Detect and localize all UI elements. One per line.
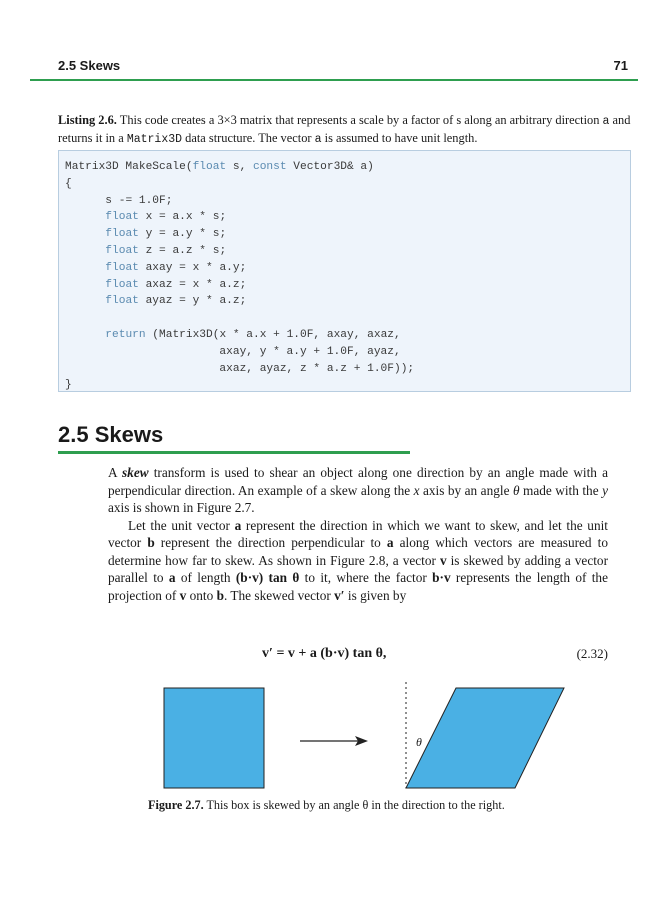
text: to it, where the factor — [299, 570, 433, 585]
listing-code-a: a — [314, 133, 322, 146]
text: along which vectors are measured to determine how far to skew. As shown in Figure 2.8, a vector — [108, 535, 608, 568]
figure-caption-label: Figure 2.7. — [148, 798, 204, 812]
paragraph — [108, 464, 608, 517]
page-number: 71 — [613, 58, 628, 73]
header-rule — [30, 79, 638, 81]
text: onto — [186, 587, 217, 603]
term-skew: skew — [122, 465, 149, 480]
section-rule — [58, 451, 410, 454]
code-text: s, — [226, 161, 253, 173]
code-text: axaz = x * a.z; — [138, 278, 247, 291]
listing-label: Listing 2.6. — [58, 113, 117, 127]
code-keyword: return — [105, 328, 146, 341]
code-text: { — [65, 177, 72, 190]
code-keyword: const — [253, 161, 287, 173]
listing-text: data structure. The vector — [182, 131, 315, 145]
code-keyword: float — [105, 261, 139, 274]
text: represent the direction in which we want to skew, and let the unit vector — [108, 517, 608, 550]
text: is given by — [344, 587, 407, 603]
code-text: } — [65, 379, 72, 392]
math-vector: v — [439, 552, 447, 568]
equation-number: (2.32) — [576, 646, 608, 661]
text: of length — [175, 570, 236, 585]
text: is skewed by adding a vector parallel to — [108, 552, 608, 585]
text: represent the direction perpendicular to — [154, 535, 387, 550]
math-vector: a — [386, 535, 394, 550]
math-vector: a — [234, 517, 242, 533]
math-vector: v — [179, 587, 187, 603]
code-keyword: float — [192, 161, 227, 173]
figure-2-7 — [0, 680, 666, 790]
code-text: y = a.y * s; — [138, 228, 227, 241]
code-keyword: float — [105, 228, 139, 241]
code-keyword: float — [105, 295, 139, 308]
math-expression: b·v — [432, 570, 451, 585]
equation-2-32 — [108, 646, 608, 666]
listing-text: is assumed to have unit length. — [321, 131, 478, 145]
code-block — [59, 151, 630, 394]
running-header — [58, 58, 628, 78]
code-text: ayaz = y * a.z; — [138, 295, 247, 308]
code-text: x = a.x * s; — [138, 211, 227, 224]
text: . The skewed vector — [224, 587, 335, 603]
figure-caption — [148, 798, 628, 813]
math-vector: a — [168, 570, 176, 585]
text: axis is shown in Figure 2.7. — [108, 500, 255, 515]
text: A — [108, 465, 122, 480]
body-text — [108, 464, 608, 604]
figure-caption-text: This box is skewed by an angle θ in the direction to the right. — [203, 798, 505, 812]
listing-code-type: Matrix3D — [126, 133, 183, 146]
equation-text: v′ = v + a (b·v) tan θ, — [262, 646, 387, 661]
math-var: y — [602, 482, 608, 498]
math-var: x — [413, 482, 420, 498]
listing-code-a: a — [602, 115, 610, 128]
original-box — [164, 688, 264, 788]
text: represents the length of the projection of — [108, 570, 608, 603]
skewed-box — [406, 688, 564, 788]
code-text: (Matrix3D(x * a.x + 1.0F, axay, axaz, — [145, 328, 401, 341]
code-text: axay, y * a.y + 1.0F, ayaz, — [219, 345, 401, 358]
code-keyword: float — [105, 211, 139, 224]
text: axis by an angle — [419, 482, 513, 498]
theta-label: θ — [416, 735, 422, 749]
listing-caption — [58, 112, 632, 148]
paragraph — [108, 517, 608, 605]
math-var: θ — [512, 482, 520, 498]
text: transform is used to shear an object along one direction by an angle made with a perpendicular direction. An example of a skew along the — [108, 465, 608, 498]
listing-text: and returns it in a — [58, 113, 631, 145]
text: Let the unit vector — [128, 517, 235, 533]
code-text: axaz, ayaz, z * a.z + 1.0F)); — [219, 362, 415, 375]
code-text: Vector3D& a) — [286, 161, 374, 173]
running-head-title: 2.5 Skews — [58, 58, 121, 73]
code-keyword: float — [105, 278, 139, 291]
math-vector: b — [147, 535, 155, 550]
text: made with the — [519, 482, 603, 498]
code-text: z = a.z * s; — [138, 244, 227, 257]
code-text: s -= 1.0F; — [105, 194, 173, 207]
math-expression: (b·v) tan θ — [235, 570, 300, 585]
figure-svg — [0, 680, 666, 790]
math-vector: b — [216, 587, 224, 603]
code-keyword: float — [105, 244, 139, 257]
listing-text: This code creates a 3×3 matrix that represents a scale by a factor of s along an arbitrary direction — [116, 113, 603, 127]
code-text: axay = x * a.y; — [138, 261, 247, 274]
math-vector: v′ — [334, 587, 345, 603]
code-text: Matrix3D MakeScale( — [65, 161, 193, 173]
code-listing — [58, 150, 631, 392]
section-title: 2.5 Skews — [58, 422, 164, 447]
